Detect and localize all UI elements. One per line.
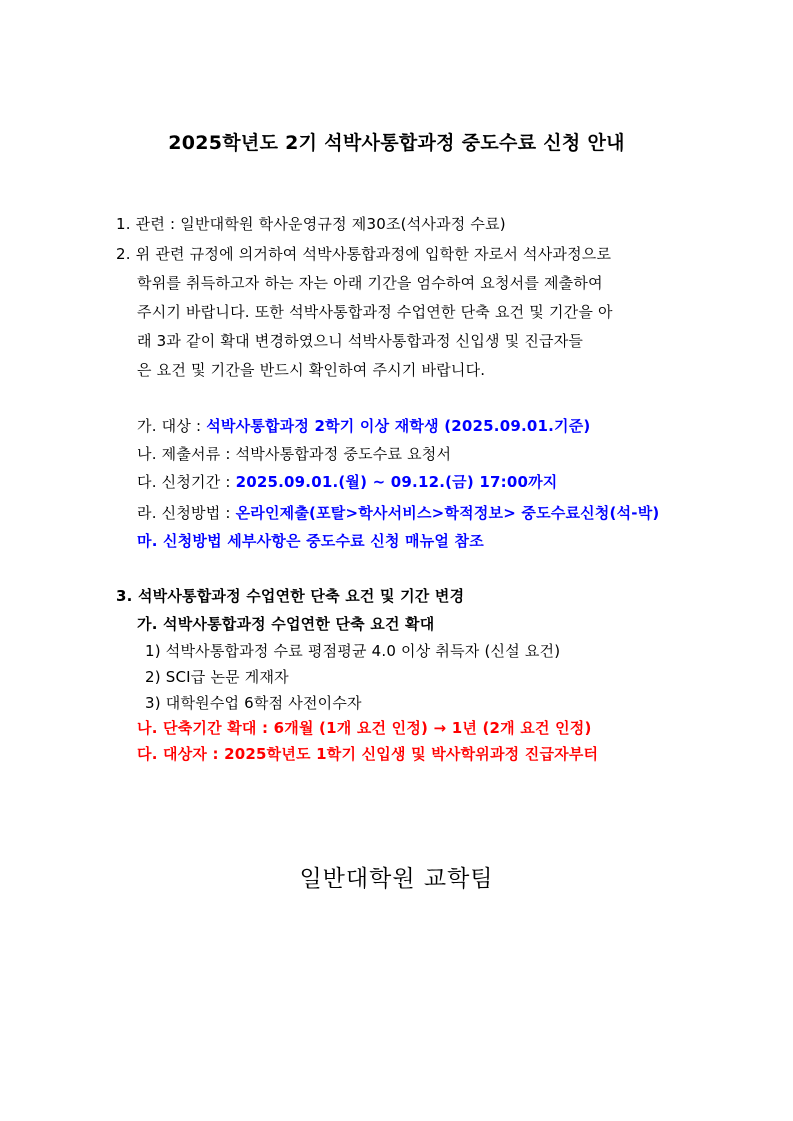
requirement-2: 2) SCI급 논문 게재자 (145, 668, 289, 686)
item-1-reference: 1. 관련 : 일반대학원 학사운영규정 제30조(석사과정 수료) (116, 215, 506, 233)
detail-period-value: 2025.09.01.(월) ~ 09.12.(금) 17:00까지 (235, 473, 558, 491)
detail-documents: 나. 제출서류 : 석박사통합과정 중도수료 요청서 (137, 445, 452, 463)
detail-method-value: 온라인제출(포탈>학사서비스>학적정보> 중도수료신청(석-박) (235, 504, 660, 522)
item-2-line-5: 은 요건 및 기간을 반드시 확인하여 주시기 바랍니다. (137, 361, 486, 379)
section-3-heading: 3. 석박사통합과정 수업연한 단축 요건 및 기간 변경 (116, 587, 465, 605)
item-2-line-3: 주시기 바랍니다. 또한 석박사통합과정 수업연한 단축 요건 및 기간을 아 (137, 303, 613, 321)
item-2-line-2: 학위를 취득하고자 하는 자는 아래 기간을 엄수하여 요청서를 제출하여 (137, 274, 603, 292)
detail-target-value: 석박사통합과정 2학기 이상 재학생 (2025.09.01.기준) (206, 417, 591, 435)
section-3-period-extension: 나. 단축기간 확대 : 6개월 (1개 요건 인정) → 1년 (2개 요건 인정) (137, 719, 592, 737)
detail-method (137, 502, 659, 523)
section-3-applicability: 다. 대상자 : 2025학년도 1학기 신입생 및 박사학위과정 진급자부터 (137, 745, 599, 763)
requirement-1: 1) 석박사통합과정 수료 평점평균 4.0 이상 취득자 (신설 요건) (145, 642, 561, 660)
detail-manual-note: 마. 신청방법 세부사항은 중도수료 신청 매뉴얼 참조 (137, 532, 484, 550)
section-3-ga (137, 613, 434, 634)
detail-target-label: 가. 대상 : (137, 417, 207, 435)
issuer-signature: 일반대학원 교학팀 (299, 866, 494, 892)
item-2-line-1: 2. 위 관련 규정에 의거하여 석박사통합과정에 입학한 자로서 석사과정으로 (116, 245, 612, 263)
section-3-ga-text: 가. 석박사통합과정 수업연한 단축 요건 확대 (137, 615, 435, 633)
detail-target (137, 415, 590, 436)
detail-method-label: 라. 신청방법 : (137, 504, 236, 522)
item-2-line-4: 래 3과 같이 확대 변경하였으니 석박사통합과정 신입생 및 진급자들 (137, 332, 584, 350)
detail-period (137, 471, 557, 492)
requirement-3: 3) 대학원수업 6학점 사전이수자 (145, 694, 362, 712)
detail-period-label: 다. 신청기간 : (137, 473, 236, 491)
page-title: 2025학년도 2기 석박사통합과정 중도수료 신청 안내 (168, 132, 625, 154)
